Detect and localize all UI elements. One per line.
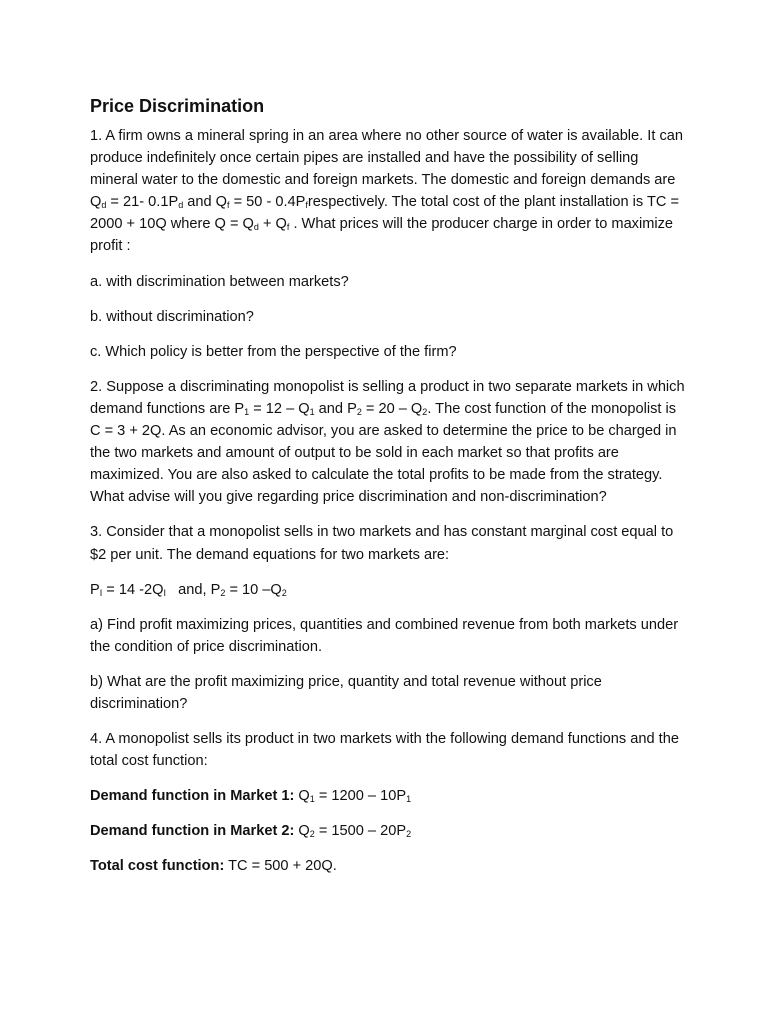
question-1b: b. without discrimination? bbox=[90, 308, 254, 325]
question-2 bbox=[90, 376, 690, 509]
q1-text-b: respectively. The total cost of the plant installation is TC = 2000 + 10Q where Q = Q bbox=[90, 194, 680, 233]
market-2-p-subscript: 2 bbox=[406, 829, 412, 840]
q1-plus: + Q bbox=[258, 216, 287, 233]
q3-q1-subscript: I bbox=[163, 587, 167, 598]
q2-q2-subscript: 2 bbox=[422, 406, 428, 417]
q2-and: and P bbox=[314, 400, 357, 417]
q1-qf-subscript: f bbox=[227, 200, 230, 211]
page-title: Price Discrimination bbox=[90, 96, 265, 116]
question-4: 4. A monopolist sells its product in two markets with the following demand functions and the total cost function: bbox=[90, 731, 679, 770]
q1-qd-subscript: d bbox=[101, 200, 107, 211]
q2-eq1: = 12 – Q bbox=[249, 400, 310, 417]
q2-eq2: = 20 – Q bbox=[361, 400, 423, 417]
question-3a: a) Find profit maximizing prices, quantities and combined revenue from both markets under the condition of price discrimination. bbox=[90, 616, 679, 655]
q1-domestic-demand: = 21- 0.1P bbox=[106, 194, 179, 211]
market-1-label: Demand function in Market 1: bbox=[90, 788, 295, 805]
q2-text-a: 2. Suppose a discriminating monopolist is selling a product in two separate markets in which demand functions are P bbox=[90, 378, 685, 417]
q1-qf-symbol: Q bbox=[215, 194, 228, 211]
question-3b: b) What are the profit maximizing price, quantity and total revenue without price discrimination? bbox=[90, 673, 602, 712]
question-3-equations bbox=[90, 579, 690, 601]
q3-p1-subscript: I bbox=[99, 587, 103, 598]
total-cost-label: Total cost function: bbox=[90, 858, 225, 875]
question-1a: a. with discrimination between markets? bbox=[90, 273, 349, 290]
q2-q1-subscript: 1 bbox=[309, 406, 315, 417]
market-1-q: Q bbox=[294, 788, 310, 805]
market-2-q: Q bbox=[294, 823, 310, 840]
market-1-q-subscript: 1 bbox=[309, 794, 315, 805]
total-cost-function bbox=[90, 855, 690, 877]
market-1-demand bbox=[90, 785, 690, 807]
market-2-demand bbox=[90, 820, 690, 842]
total-cost-eq: TC = 500 + 20Q. bbox=[224, 858, 337, 875]
question-3: 3. Consider that a monopolist sells in two markets and has constant marginal cost equal to $2 per unit. The demand equations for two markets are: bbox=[90, 524, 674, 563]
question-1 bbox=[90, 125, 690, 258]
market-2-label: Demand function in Market 2: bbox=[90, 823, 295, 840]
q1-tc-qf-subscript: f bbox=[286, 222, 290, 233]
q3-eq1: = 14 -2Q bbox=[102, 581, 164, 598]
q1-pd-subscript: d bbox=[178, 200, 184, 211]
market-2-eq: = 1500 – 20P bbox=[314, 823, 407, 840]
market-1-eq: = 1200 – 10P bbox=[314, 788, 407, 805]
document-body bbox=[90, 93, 690, 891]
q1-text-a: 1. A firm owns a mineral spring in an area where no other source of water is available. It can produce indefinitely once certain pipes are installed and have the possibility of selling mineral water to the domestic and foreign markets. The domestic and foreign demands are bbox=[90, 128, 683, 189]
q1-text-c: . What prices will the producer charge in order to maximize profit : bbox=[90, 216, 674, 255]
q3-q2-subscript: 2 bbox=[281, 587, 287, 598]
market-1-p-subscript: 1 bbox=[406, 794, 412, 805]
q3-eq2: = 10 –Q bbox=[225, 581, 282, 598]
q1-and: and bbox=[183, 194, 216, 211]
q3-and: and, P bbox=[166, 581, 221, 598]
q2-p2-subscript: 2 bbox=[356, 406, 362, 417]
q3-p1: P bbox=[90, 581, 100, 598]
question-1c: c. Which policy is better from the perspective of the firm? bbox=[90, 343, 457, 360]
q1-qd-symbol: Q bbox=[90, 194, 102, 211]
q1-tc-qd-subscript: d bbox=[253, 222, 259, 233]
q2-p1-subscript: 1 bbox=[244, 406, 250, 417]
q1-pf-subscript: f bbox=[305, 200, 308, 211]
market-2-q-subscript: 2 bbox=[309, 829, 315, 840]
q1-foreign-demand: = 50 - 0.4P bbox=[229, 194, 306, 211]
q3-p2-subscript: 2 bbox=[220, 587, 226, 598]
q2-text-b: . The cost function of the monopolist is C = 3 + 2Q. As an economic advisor, you are asked to determine the price to be charged in the two markets and amount of output to be sold in each market so that profits are maximized. You are also asked to calculate the total profits to be made from the strategy. What advise will you give regarding price discrimination and non-discrimination? bbox=[90, 400, 677, 506]
